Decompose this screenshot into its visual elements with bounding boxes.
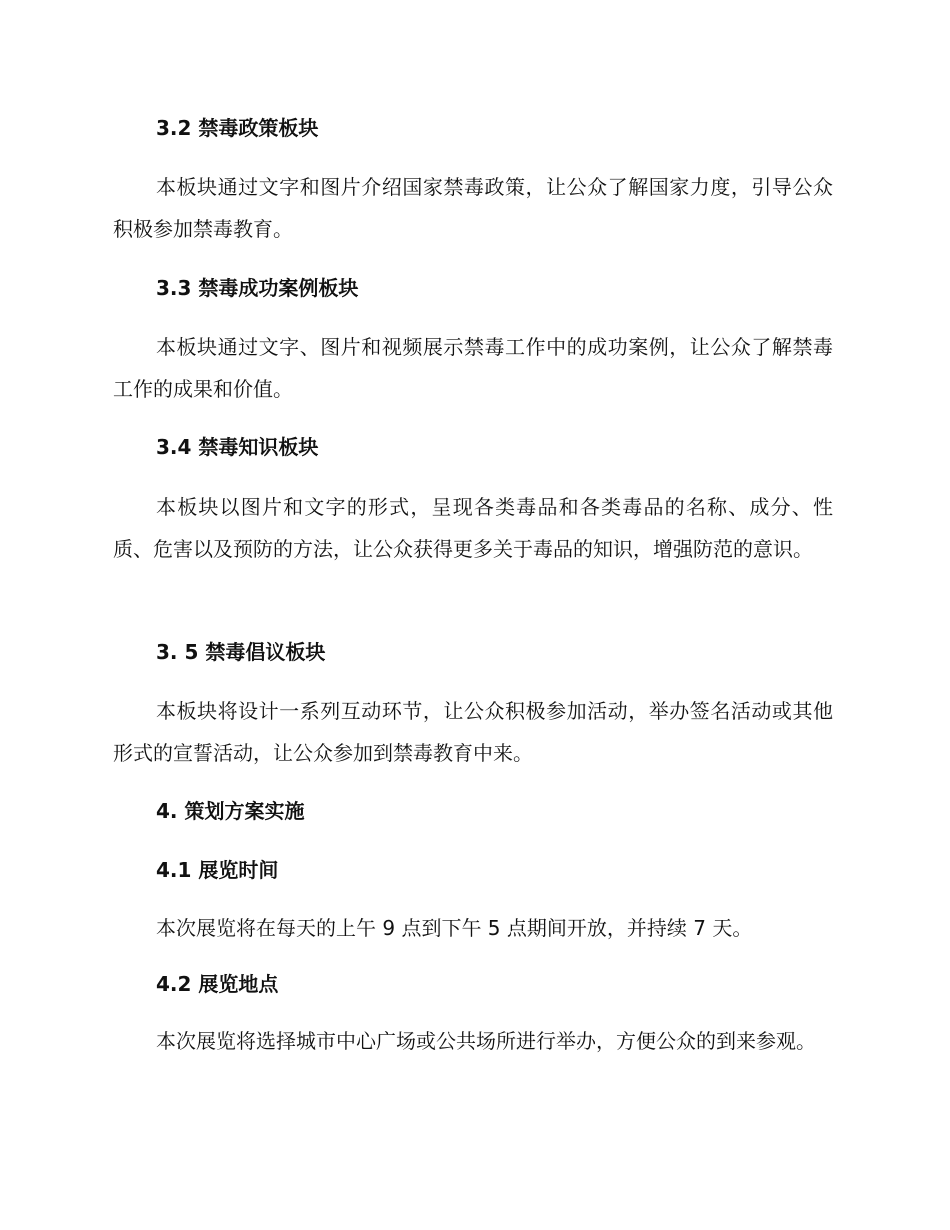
section-heading-4-2: 4.2 展览地点: [156, 972, 279, 996]
section-paragraph-3-5: 本板块将设计一系列互动环节，让公众积极参加活动，举办签名活动或其他形式的宣誓活动，让公众参加到禁毒教育中来。: [113, 699, 833, 765]
section-heading-3-3: 3.3 禁毒成功案例板块: [156, 276, 359, 300]
section-heading-3-5: 3. 5 禁毒倡议板块: [156, 640, 326, 664]
section-paragraph-3-2: 本板块通过文字和图片介绍国家禁毒政策，让公众了解国家力度，引导公众积极参加禁毒教育。: [113, 175, 833, 241]
section-heading-4-1: 4.1 展览时间: [156, 858, 279, 882]
section-heading-3-2: 3.2 禁毒政策板块: [156, 116, 319, 140]
section-paragraph-4-1: 本次展览将在每天的上午 9 点到下午 5 点期间开放，并持续 7 天。: [156, 916, 753, 940]
section-paragraph-4-2: 本次展览将选择城市中心广场或公共场所进行举办，方便公众的到来参观。: [156, 1029, 816, 1053]
section-paragraph-3-3: 本板块通过文字、图片和视频展示禁毒工作中的成功案例，让公众了解禁毒工作的成果和价值。: [113, 335, 833, 401]
section-heading-3-4: 3.4 禁毒知识板块: [156, 435, 319, 459]
section-heading-4: 4. 策划方案实施: [156, 799, 305, 823]
section-paragraph-3-4: 本板块以图片和文字的形式，呈现各类毒品和各类毒品的名称、成分、性质、危害以及预防的方法，让公众获得更多关于毒品的知识，增强防范的意识。: [113, 495, 833, 561]
